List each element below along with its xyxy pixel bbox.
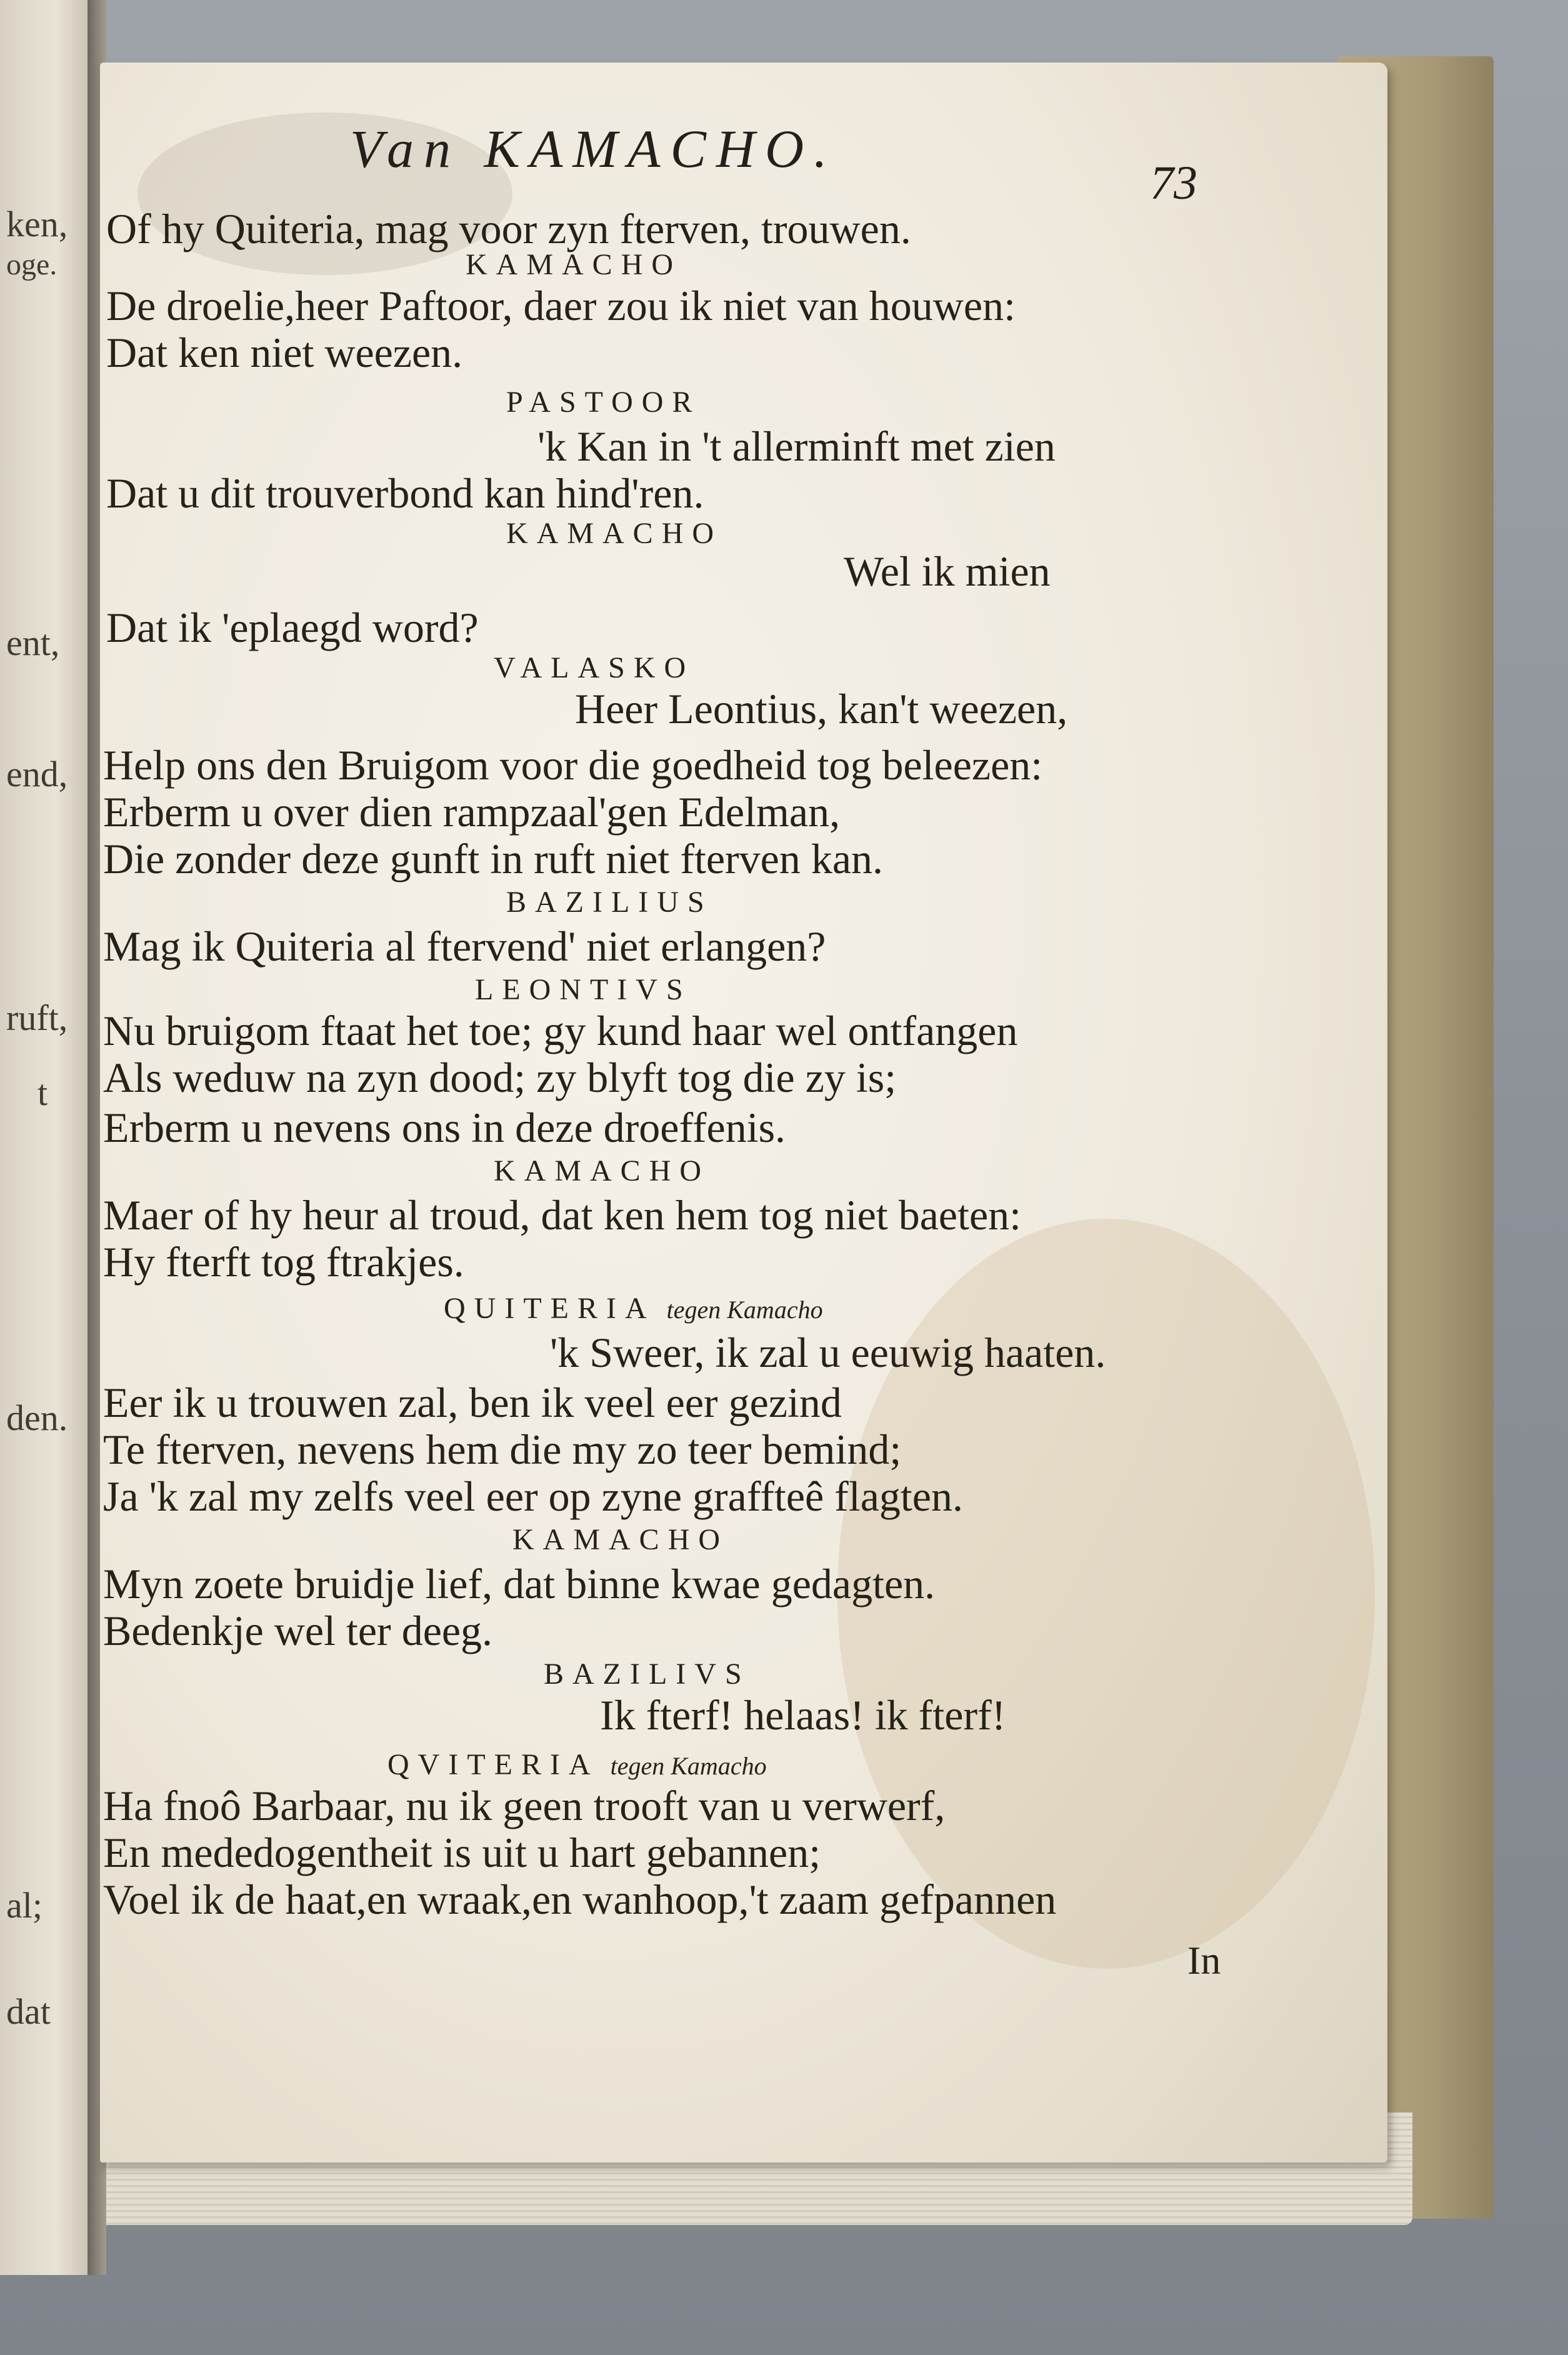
- verse-text: En mededogentheit is uit u hart gebannen;: [103, 1829, 821, 1876]
- speaker-name: [494, 1156, 710, 1186]
- speaker-name: [506, 519, 722, 549]
- verse-line: [103, 922, 826, 970]
- left-page-fragment: al;: [6, 1885, 42, 1926]
- catchword: In: [1187, 1938, 1221, 1982]
- speaker-name: [512, 1525, 729, 1555]
- verse-text: Maer of hy heur al troud, dat ken hem tog niet baeten:: [103, 1191, 1022, 1239]
- running-head: Van KAMACHO.: [350, 119, 837, 179]
- verse-text: Eer ik u trouwen zal, ben ik veel eer gezind: [103, 1379, 842, 1426]
- verse-text: Dat ken niet weezen.: [106, 329, 463, 376]
- verse-line: [103, 1191, 1022, 1239]
- speaker-label: QVITERIA: [387, 1748, 599, 1781]
- verse-text: Ik fterf! helaas! ik fterf!: [600, 1691, 1006, 1739]
- speaker-name: [466, 250, 682, 280]
- page-number: 73: [1150, 157, 1197, 209]
- left-page: [0, 0, 94, 2275]
- verse-line: [103, 1472, 963, 1520]
- verse-text: Erberm u over dien rampzaal'gen Edelman,: [103, 788, 841, 836]
- verse-text: Myn zoete bruidje lief, dat binne kwae gedagten.: [103, 1560, 936, 1608]
- speaker-label: QUITERIA: [444, 1292, 656, 1325]
- verse-text: Bedenkje wel ter deeg.: [103, 1607, 493, 1654]
- left-page-fragment: ent,: [6, 622, 60, 663]
- verse-text: Wel ik mien: [844, 548, 1051, 595]
- left-page-fragment: end,: [6, 754, 68, 794]
- verse-text: Of hy Quiteria, mag voor zyn fterven, trouwen.: [106, 205, 911, 252]
- verse-line: [103, 1009, 1017, 1052]
- verse-line: [103, 1609, 492, 1652]
- speaker-name: [387, 1750, 767, 1780]
- verse-text: Nu bruigom ftaat het toe; gy kund haar wel ontfangen: [103, 1007, 1018, 1054]
- speaker-label: VALASKO: [494, 651, 695, 684]
- verse-text: Als weduw na zyn dood; zy blyft tog die zy is;: [103, 1054, 897, 1101]
- verse-text: 'k Sweer, ik zal u eeuwig haaten.: [550, 1329, 1106, 1376]
- verse-text: Heer Leontius, kan't weezen,: [575, 685, 1068, 732]
- speaker-name: [475, 975, 692, 1005]
- verse-line: [600, 1691, 1006, 1739]
- verse-line: [844, 548, 1051, 595]
- verse-line: [103, 1106, 786, 1149]
- verse-line: [106, 284, 1016, 327]
- verse-text: Hy fterft tog ftrakjes.: [103, 1238, 464, 1286]
- speaker-label: KAMACHO: [466, 248, 682, 281]
- speaker-name: [544, 1659, 751, 1689]
- speaker-label: LEONTIVS: [475, 973, 692, 1006]
- verse-text: Voel ik de haat,en wraak,en wanhoop,'t zaam gefpannen: [103, 1876, 1057, 1923]
- verse-line: [103, 741, 1043, 789]
- verse-text: Ha fnoô Barbaar, nu ik geen trooft van u verwerf,: [103, 1782, 946, 1829]
- verse-line: [106, 606, 479, 649]
- verse-text: Help ons den Bruigom voor die goedheid tog beleezen:: [103, 741, 1043, 789]
- verse-line: [103, 1056, 896, 1099]
- speaker-label: KAMACHO: [494, 1154, 711, 1188]
- stage-direction: tegen Kamacho: [666, 1296, 823, 1324]
- left-page-fragment: den.: [6, 1398, 68, 1438]
- verse-line: [106, 469, 704, 517]
- speaker-name: [444, 1294, 823, 1324]
- left-page-fragment: ruft,: [6, 998, 68, 1038]
- verse-text: Dat ik 'eplaegd word?: [106, 604, 479, 651]
- left-page-fragment: t: [37, 1072, 48, 1113]
- speaker-label: PASTOOR: [506, 386, 701, 419]
- speaker-name: [506, 388, 701, 418]
- verse-line: [103, 1381, 842, 1424]
- speaker-label: KAMACHO: [512, 1523, 729, 1556]
- verse-line: [103, 1428, 901, 1471]
- verse-text: Erberm u nevens ons in deze droeffenis.: [103, 1104, 786, 1151]
- verse-line: [103, 1784, 945, 1827]
- verse-line: [550, 1331, 1106, 1374]
- verse-text: Te fterven, nevens hem die my zo teer bemind;: [103, 1426, 902, 1473]
- stage-direction: tegen Kamacho: [610, 1752, 767, 1780]
- speaker-name: [506, 888, 713, 918]
- verse-line: [103, 835, 884, 882]
- verse-text: Mag ik Quiteria al ftervend' niet erlangen?: [103, 922, 826, 970]
- verse-line: [103, 1238, 464, 1286]
- verse-line: [106, 205, 911, 252]
- speaker-name: [494, 653, 694, 683]
- verse-line: [575, 685, 1068, 732]
- left-page-fragment: ken,: [6, 204, 68, 244]
- left-page-fragment: dat: [6, 1991, 51, 2032]
- verse-line: [103, 1560, 936, 1608]
- verse-text: 'k Kan in 't allerminft met zien: [537, 422, 1056, 470]
- verse-line: [103, 788, 841, 836]
- verse-line: [103, 1878, 1056, 1921]
- verse-text: Dat u dit trouverbond kan hind'ren.: [106, 469, 704, 517]
- verse-text: De droelie,heer Paftoor, daer zou ik niet van houwen:: [106, 282, 1016, 329]
- speaker-label: BAZILIVS: [544, 1658, 751, 1691]
- verse-line: [103, 1831, 821, 1874]
- verse-line: [537, 422, 1056, 470]
- verse-text: Ja 'k zal my zelfs veel eer op zyne graffteê flagten.: [103, 1472, 963, 1520]
- verse-text: Die zonder deze gunft in ruft niet fterven kan.: [103, 835, 884, 882]
- speaker-label: BAZILIUS: [506, 886, 713, 919]
- speaker-label: KAMACHO: [506, 517, 723, 550]
- verse-line: [106, 331, 462, 374]
- left-page-fragment: oge.: [6, 248, 57, 281]
